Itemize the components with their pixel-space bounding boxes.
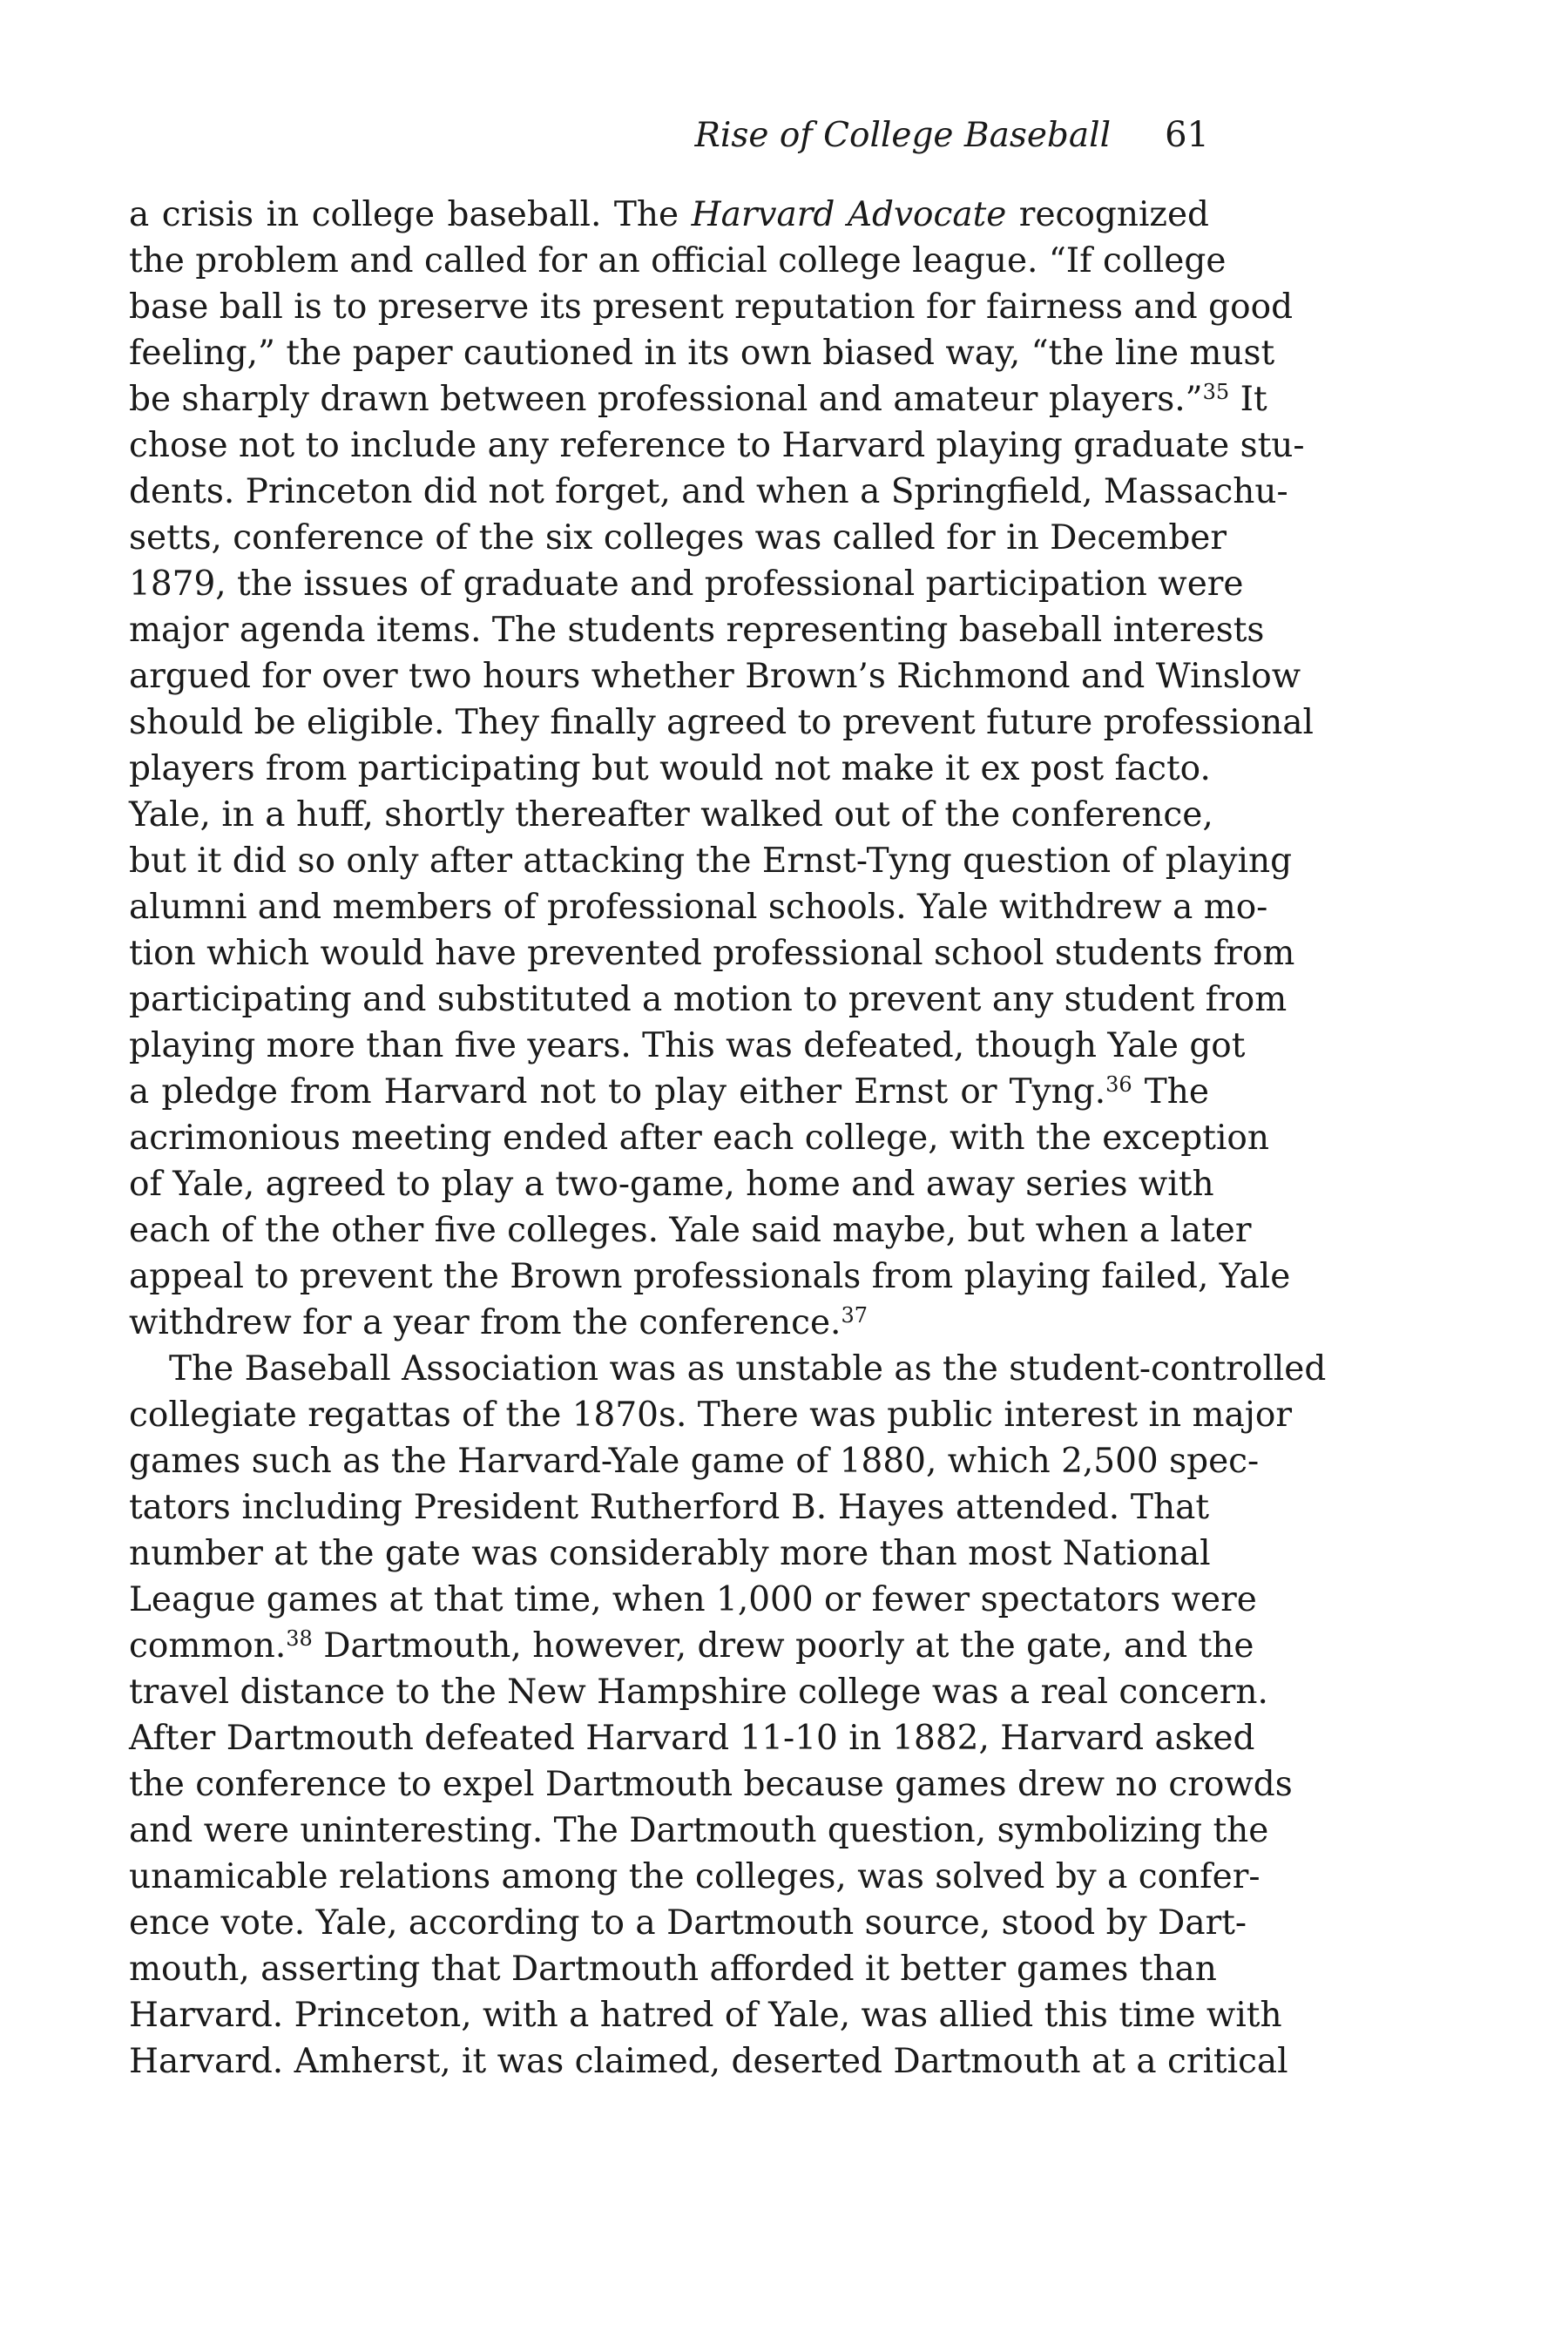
text-line <box>129 1438 1260 1484</box>
text-line <box>129 2038 1288 2085</box>
text-segment: number at the gate was considerably more than most National <box>129 1534 1211 1573</box>
text-line <box>129 746 1209 792</box>
text-segment: dents. Princeton did not forget, and when a Springfield, Massachu- <box>129 472 1288 511</box>
text-segment: tion which would have prevented professional school students from <box>129 934 1295 973</box>
text-segment: players from participating but would not make it ex post facto. <box>129 749 1211 788</box>
text-segment: recognized <box>1006 195 1210 234</box>
text-line <box>129 1623 1254 1669</box>
text-segment: but it did so only after attacking the Ernst-Tyng question of playing <box>129 841 1293 881</box>
text-line <box>129 561 1244 607</box>
text-segment: The Baseball Association was as unstable as the student-controlled <box>169 1349 1327 1389</box>
text-segment: the problem and called for an official college league. “If college <box>129 241 1227 280</box>
text-line <box>129 838 1293 884</box>
text-line <box>129 700 1314 746</box>
text-line <box>129 1484 1209 1531</box>
text-line <box>129 192 1209 238</box>
text-segment: argued for over two hours whether Brown’s Richmond and Winslow <box>129 657 1301 696</box>
text-segment: ence vote. Yale, according to a Dartmouth source, stood by Dart- <box>129 1903 1247 1943</box>
text-segment: base ball is to preserve its present reputation for fairness and good <box>129 287 1294 327</box>
text-line <box>129 930 1295 977</box>
text-line <box>129 1254 1291 1300</box>
body-text <box>129 192 1327 2085</box>
text-segment: travel distance to the New Hampshire college was a real concern. <box>129 1673 1268 1712</box>
text-segment: playing more than five years. This was defeated, though Yale got <box>129 1026 1246 1065</box>
text-segment: a crisis in college baseball. The <box>129 195 692 234</box>
text-line <box>129 1761 1293 1808</box>
text-segment: 1879, the issues of graduate and professional participation were <box>129 564 1244 604</box>
text-line <box>129 607 1265 653</box>
text-segment: of Yale, agreed to play a two-game, home and away series with <box>129 1165 1214 1204</box>
text-line <box>129 1900 1247 1946</box>
text-segment: The <box>1132 1072 1209 1112</box>
text-line <box>129 330 1275 376</box>
text-line <box>129 1854 1260 1900</box>
text-line <box>129 515 1227 561</box>
text-segment: After Dartmouth defeated Harvard 11-10 in 1882, Harvard asked <box>129 1719 1255 1758</box>
text-segment: feeling,” the paper cautioned in its own biased way, “the line must <box>129 334 1275 373</box>
footnote-ref: 38 <box>286 1626 313 1651</box>
text-segment: and were uninteresting. The Dartmouth question, symbolizing the <box>129 1811 1269 1850</box>
text-segment: League games at that time, when 1,000 or fewer spectators were <box>129 1580 1257 1619</box>
text-line <box>129 977 1288 1023</box>
text-line <box>129 884 1268 930</box>
text-line <box>129 1946 1217 1992</box>
text-line <box>129 1207 1252 1254</box>
text-segment: withdrew for a year from the conference. <box>129 1303 841 1342</box>
text-line <box>129 1715 1255 1761</box>
text-segment: the conference to expel Dartmouth because games drew no crowds <box>129 1765 1293 1804</box>
text-line <box>129 1392 1292 1438</box>
text-segment: Harvard. Princeton, with a hatred of Yale, was allied this time with <box>129 1996 1282 2035</box>
text-segment: It <box>1229 380 1267 419</box>
text-segment: setts, conference of the six colleges was called for in December <box>129 518 1227 558</box>
text-segment: each of the other five colleges. Yale said maybe, but when a later <box>129 1211 1252 1250</box>
text-line <box>129 1669 1268 1715</box>
text-segment: tators including President Rutherford B. Hayes attended. That <box>129 1488 1209 1527</box>
text-line <box>129 1346 1327 1392</box>
text-segment: a pledge from Harvard not to play either Ernst or Tyng. <box>129 1072 1106 1112</box>
text-segment: Yale, in a huff, shortly thereafter walked out of the conference, <box>129 795 1213 835</box>
text-line <box>129 1161 1214 1207</box>
text-line <box>129 1069 1209 1115</box>
text-segment: should be eligible. They finally agreed to prevent future professional <box>129 703 1314 742</box>
text-line <box>129 1992 1282 2038</box>
text-line <box>129 653 1301 700</box>
text-segment: mouth, asserting that Dartmouth afforded it better games than <box>129 1950 1217 1989</box>
text-segment: major agenda items. The students representing baseball interests <box>129 611 1265 650</box>
text-line <box>129 238 1227 284</box>
text-line <box>129 1531 1209 1577</box>
text-line <box>129 422 1305 469</box>
text-line <box>129 1023 1246 1069</box>
text-line <box>129 284 1294 330</box>
text-segment: alumni and members of professional schools. Yale withdrew a mo- <box>129 888 1268 927</box>
text-segment: chose not to include any reference to Harvard playing graduate stu- <box>129 426 1305 465</box>
text-segment: common. <box>129 1626 287 1666</box>
text-line <box>129 376 1267 422</box>
page-number: 61 <box>1165 115 1209 155</box>
footnote-ref: 37 <box>841 1303 868 1328</box>
text-segment: participating and substituted a motion to prevent any student from <box>129 980 1288 1019</box>
text-segment: unamicable relations among the colleges, was solved by a confer- <box>129 1857 1260 1896</box>
footnote-ref: 36 <box>1105 1072 1132 1097</box>
text-line <box>129 1577 1257 1623</box>
running-head <box>129 115 1209 167</box>
text-segment: games such as the Harvard-Yale game of 1880, which 2,500 spec- <box>129 1442 1260 1481</box>
text-segment: acrimonious meeting ended after each college, with the exception <box>129 1119 1270 1158</box>
text-segment: appeal to prevent the Brown professionals from playing failed, Yale <box>129 1257 1291 1296</box>
text-line <box>129 1115 1270 1161</box>
text-line <box>129 792 1213 838</box>
text-segment: collegiate regattas of the 1870s. There was public interest in major <box>129 1396 1292 1435</box>
text-segment: be sharply drawn between professional and amateur players.” <box>129 380 1203 419</box>
text-line <box>129 469 1288 515</box>
footnote-ref: 35 <box>1202 380 1230 404</box>
text-line <box>129 1300 1209 1346</box>
text-line <box>129 1808 1269 1854</box>
italic-title: Harvard Advocate <box>691 195 1007 234</box>
text-segment: Dartmouth, however, drew poorly at the gate, and the <box>312 1626 1254 1666</box>
text-segment: Harvard. Amherst, it was claimed, deserted Dartmouth at a critical <box>129 2042 1288 2081</box>
running-title: Rise of College Baseball <box>694 116 1112 155</box>
